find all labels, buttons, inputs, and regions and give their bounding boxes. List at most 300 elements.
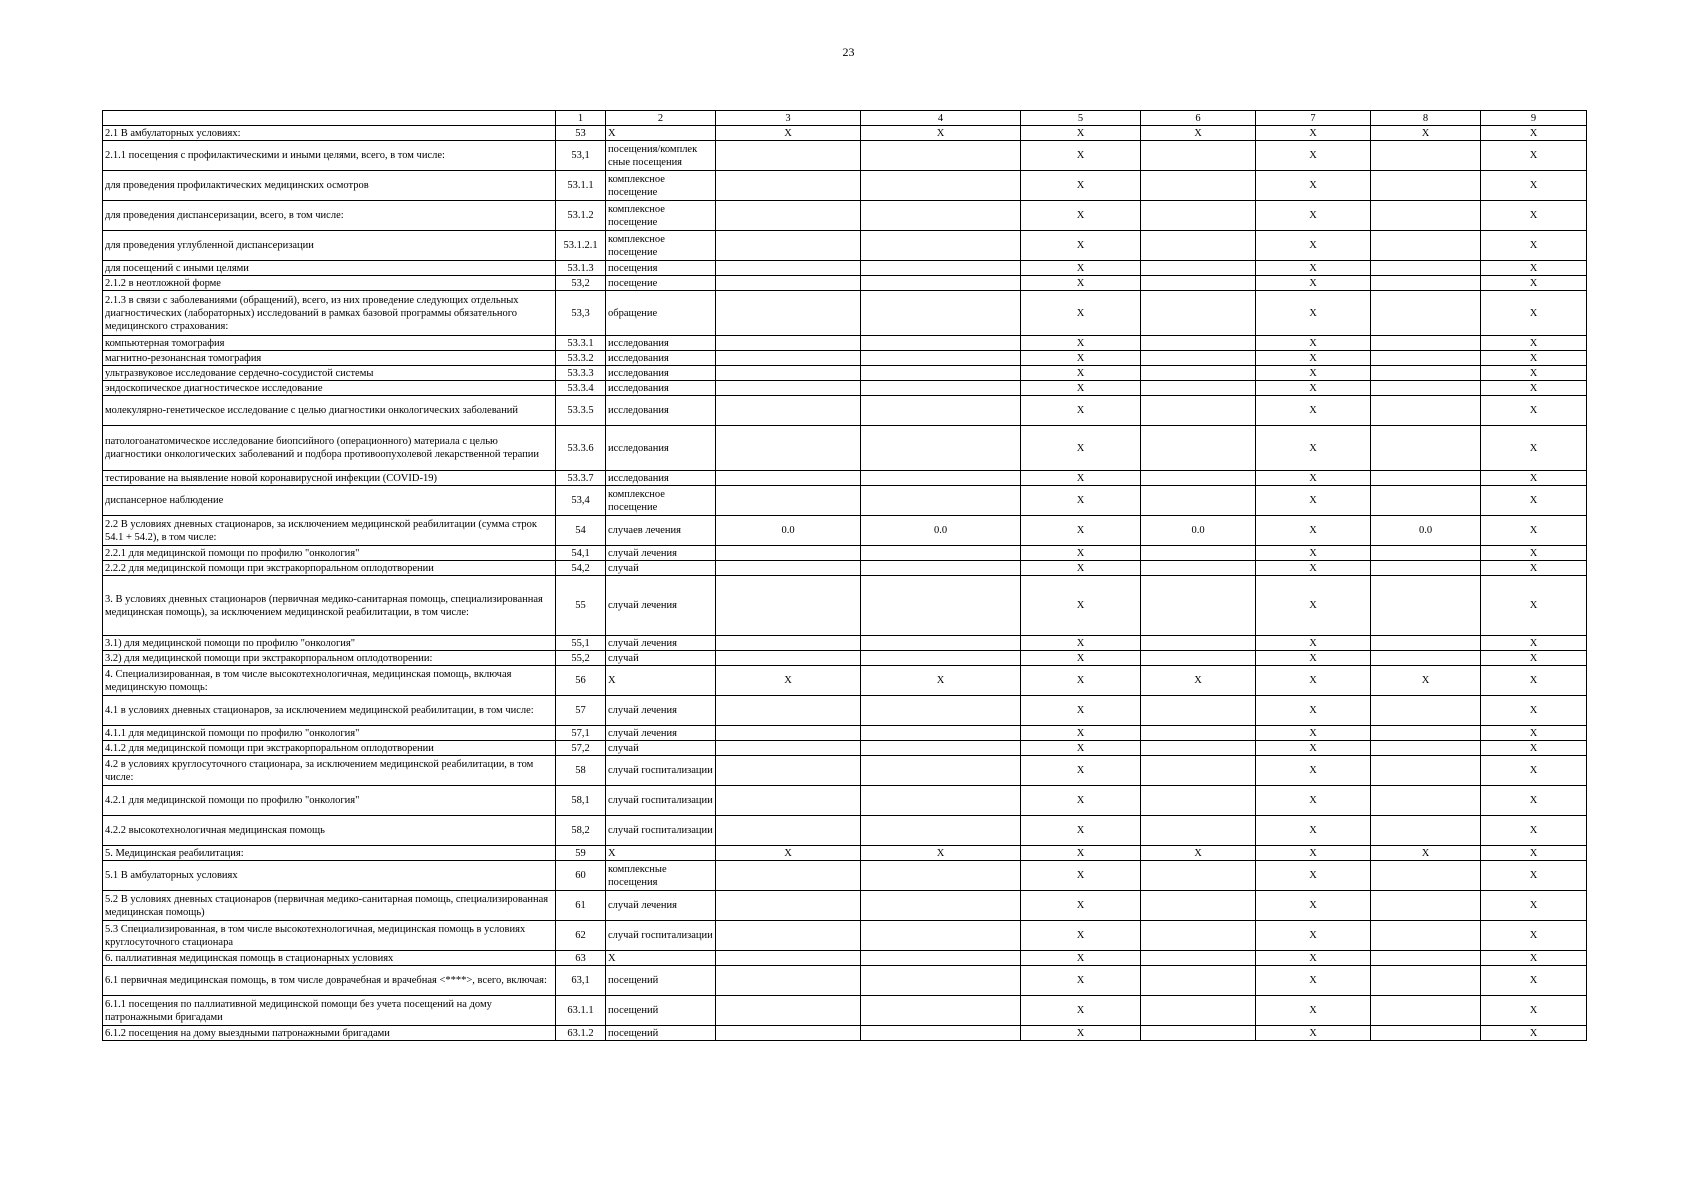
cell-row-number: 63.1.2 [556,1026,606,1041]
column-number-9: 9 [1481,111,1587,126]
cell-col-8 [1371,741,1481,756]
cell-col-4 [861,951,1021,966]
cell-unit: исследования [606,381,716,396]
cell-col-6 [1141,786,1256,816]
cell-col-6: X [1141,846,1256,861]
cell-col-5: X [1021,366,1141,381]
cell-col-4 [861,381,1021,396]
data-table [102,110,1587,1041]
cell-col-7: X [1256,816,1371,846]
cell-col-9: X [1481,381,1587,396]
cell-col-7: X [1256,366,1371,381]
cell-row-number: 57,2 [556,741,606,756]
cell-row-label: для посещений с иными целями [103,261,556,276]
cell-unit: случаев лечения [606,516,716,546]
cell-row-number: 54,2 [556,561,606,576]
cell-col-8 [1371,231,1481,261]
cell-col-8 [1371,486,1481,516]
cell-col-5: X [1021,1026,1141,1041]
cell-col-8 [1371,426,1481,471]
cell-col-4 [861,786,1021,816]
cell-col-7: X [1256,201,1371,231]
cell-col-7: X [1256,261,1371,276]
cell-col-4 [861,426,1021,471]
cell-row-label: тестирование на выявление новой коронавирусной инфекции (COVID-19) [103,471,556,486]
cell-row-number: 63,1 [556,966,606,996]
cell-col-4 [861,921,1021,951]
cell-unit: исследования [606,351,716,366]
cell-col-7: X [1256,891,1371,921]
cell-row-label: 2.2.1 для медицинской помощи по профилю "онкология" [103,546,556,561]
cell-col-4 [861,996,1021,1026]
cell-col-4 [861,861,1021,891]
header-row [103,111,1587,126]
cell-col-5: X [1021,966,1141,996]
cell-col-6 [1141,396,1256,426]
table-row [103,576,1587,636]
cell-unit: посещения [606,261,716,276]
table-row [103,351,1587,366]
cell-col-5: X [1021,396,1141,426]
column-number-7: 7 [1256,111,1371,126]
cell-col-6 [1141,756,1256,786]
cell-col-6 [1141,261,1256,276]
cell-col-4 [861,966,1021,996]
cell-unit: посещение [606,276,716,291]
cell-col-3 [716,651,861,666]
cell-col-5: X [1021,696,1141,726]
cell-col-8 [1371,951,1481,966]
cell-row-number: 59 [556,846,606,861]
table-row [103,666,1587,696]
cell-unit: комплексное посещение [606,171,716,201]
cell-col-8 [1371,366,1481,381]
cell-col-8: 0.0 [1371,516,1481,546]
cell-unit: случай госпитализации [606,921,716,951]
cell-col-9: X [1481,261,1587,276]
cell-col-5: X [1021,291,1141,336]
cell-col-6 [1141,891,1256,921]
cell-col-7: X [1256,921,1371,951]
cell-col-7: X [1256,636,1371,651]
table-row [103,486,1587,516]
cell-col-7: X [1256,381,1371,396]
cell-col-4 [861,291,1021,336]
cell-unit: X [606,951,716,966]
cell-col-6 [1141,696,1256,726]
cell-col-3 [716,561,861,576]
cell-col-3 [716,951,861,966]
cell-col-7: X [1256,786,1371,816]
table-row [103,726,1587,741]
table-row [103,891,1587,921]
cell-col-8 [1371,996,1481,1026]
cell-col-5: X [1021,561,1141,576]
cell-row-number: 53,4 [556,486,606,516]
cell-row-label: 2.1.1 посещения с профилактическими и иными целями, всего, в том числе: [103,141,556,171]
cell-row-label: 4. Специализированная, в том числе высокотехнологичная, медицинская помощь, включая медицинскую помощь: [103,666,556,696]
table-row [103,366,1587,381]
cell-unit: случай [606,651,716,666]
cell-col-4 [861,576,1021,636]
cell-col-3 [716,471,861,486]
cell-col-5: X [1021,666,1141,696]
table-row [103,141,1587,171]
cell-col-6: 0.0 [1141,516,1256,546]
column-number-2: 2 [606,111,716,126]
cell-col-5: X [1021,546,1141,561]
cell-row-label: 6. паллиативная медицинская помощь в стационарных условиях [103,951,556,966]
cell-col-6 [1141,636,1256,651]
cell-col-5: X [1021,816,1141,846]
cell-col-5: X [1021,921,1141,951]
cell-row-number: 53.3.6 [556,426,606,471]
table-row [103,696,1587,726]
cell-col-5: X [1021,351,1141,366]
cell-unit: случай лечения [606,546,716,561]
cell-col-7: X [1256,351,1371,366]
cell-unit: комплексное посещение [606,231,716,261]
cell-col-7: X [1256,846,1371,861]
cell-row-number: 53,3 [556,291,606,336]
cell-col-3 [716,966,861,996]
cell-col-5: X [1021,471,1141,486]
cell-row-label: 3.2) для медицинской помощи при экстракорпоральном оплодотворении: [103,651,556,666]
cell-col-3 [716,351,861,366]
cell-col-3 [716,171,861,201]
cell-col-9: X [1481,276,1587,291]
cell-unit: случай [606,561,716,576]
cell-col-6 [1141,486,1256,516]
cell-col-9: X [1481,786,1587,816]
column-number-4: 4 [861,111,1021,126]
cell-col-4 [861,651,1021,666]
cell-row-number: 57 [556,696,606,726]
cell-col-4 [861,396,1021,426]
cell-col-4 [861,336,1021,351]
cell-row-number: 63.1.1 [556,996,606,1026]
cell-col-7: X [1256,126,1371,141]
cell-col-9: X [1481,921,1587,951]
cell-col-5: X [1021,846,1141,861]
cell-row-label: магнитно-резонансная томография [103,351,556,366]
cell-col-6 [1141,561,1256,576]
cell-row-label: 4.2.1 для медицинской помощи по профилю "онкология" [103,786,556,816]
cell-col-3 [716,741,861,756]
cell-col-5: X [1021,636,1141,651]
cell-unit: случай [606,741,716,756]
cell-row-label: молекулярно-генетическое исследование с целью диагностики онкологических заболеваний [103,396,556,426]
cell-col-4 [861,486,1021,516]
cell-col-9: X [1481,726,1587,741]
cell-col-8 [1371,921,1481,951]
cell-col-4 [861,561,1021,576]
cell-col-3 [716,201,861,231]
cell-col-7: X [1256,291,1371,336]
cell-col-6 [1141,336,1256,351]
column-number-6: 6 [1141,111,1256,126]
column-number-0 [103,111,556,126]
cell-col-7: X [1256,696,1371,726]
cell-col-9: X [1481,486,1587,516]
cell-col-6 [1141,171,1256,201]
cell-unit: случай госпитализации [606,756,716,786]
cell-row-number: 53,1 [556,141,606,171]
cell-col-7: X [1256,756,1371,786]
cell-unit: посещений [606,966,716,996]
cell-col-6 [1141,426,1256,471]
cell-col-3: X [716,846,861,861]
cell-col-8 [1371,396,1481,426]
cell-row-number: 53 [556,126,606,141]
page-number: 23 [842,45,855,59]
cell-col-8 [1371,261,1481,276]
cell-col-3 [716,756,861,786]
cell-col-9: X [1481,666,1587,696]
cell-col-9: X [1481,891,1587,921]
cell-col-4: 0.0 [861,516,1021,546]
cell-col-4 [861,201,1021,231]
cell-col-9: X [1481,651,1587,666]
cell-col-7: X [1256,1026,1371,1041]
cell-row-number: 58,2 [556,816,606,846]
cell-col-7: X [1256,966,1371,996]
cell-row-number: 55,1 [556,636,606,651]
cell-col-7: X [1256,996,1371,1026]
cell-col-8 [1371,651,1481,666]
cell-col-3 [716,576,861,636]
cell-col-9: X [1481,696,1587,726]
cell-col-6 [1141,366,1256,381]
cell-col-8 [1371,201,1481,231]
cell-col-9: X [1481,471,1587,486]
cell-col-6: X [1141,666,1256,696]
cell-col-9: X [1481,366,1587,381]
cell-col-6: X [1141,126,1256,141]
cell-row-number: 53.1.1 [556,171,606,201]
cell-col-6 [1141,996,1256,1026]
cell-col-6 [1141,276,1256,291]
cell-col-3 [716,696,861,726]
table-row [103,171,1587,201]
cell-col-6 [1141,231,1256,261]
cell-row-label: 2.1.2 в неотложной форме [103,276,556,291]
cell-col-9: X [1481,756,1587,786]
cell-row-label: 4.2 в условиях круглосуточного стационара, за исключением медицинской реабилитации, в том числе: [103,756,556,786]
cell-row-number: 58,1 [556,786,606,816]
cell-unit: посещения/комплек сные посещения [606,141,716,171]
cell-unit: комплексное посещение [606,486,716,516]
cell-col-9: X [1481,846,1587,861]
cell-col-5: X [1021,126,1141,141]
cell-col-3 [716,546,861,561]
cell-unit: комплексное посещение [606,201,716,231]
cell-row-label: диспансерное наблюдение [103,486,556,516]
cell-col-7: X [1256,396,1371,426]
table-row [103,636,1587,651]
table-row [103,741,1587,756]
cell-col-7: X [1256,861,1371,891]
cell-row-label: 6.1.2 посещения на дому выездными патронажными бригадами [103,1026,556,1041]
cell-col-3 [716,396,861,426]
table-row [103,291,1587,336]
cell-col-5: X [1021,231,1141,261]
cell-col-8 [1371,891,1481,921]
table-row [103,471,1587,486]
cell-col-7: X [1256,171,1371,201]
cell-col-7: X [1256,576,1371,636]
cell-col-6 [1141,816,1256,846]
cell-col-7: X [1256,336,1371,351]
cell-row-label: 5.3 Специализированная, в том числе высокотехнологичная, медицинская помощь в условиях круглосуточного стационара [103,921,556,951]
cell-col-3 [716,786,861,816]
table-row [103,996,1587,1026]
cell-row-label: 2.2 В условиях дневных стационаров, за исключением медицинской реабилитации (сумма строк 54.1 + 54.2), в том числе: [103,516,556,546]
cell-row-number: 55 [556,576,606,636]
cell-unit: исследования [606,366,716,381]
cell-col-8 [1371,351,1481,366]
cell-col-6 [1141,471,1256,486]
cell-row-number: 53.3.1 [556,336,606,351]
cell-col-9: X [1481,546,1587,561]
cell-row-label: компьютерная томография [103,336,556,351]
cell-col-7: X [1256,231,1371,261]
cell-col-4: X [861,846,1021,861]
cell-row-number: 53.3.7 [556,471,606,486]
cell-row-label: ультразвуковое исследование сердечно-сосудистой системы [103,366,556,381]
cell-col-9: X [1481,171,1587,201]
cell-col-3 [716,336,861,351]
cell-row-label: для проведения профилактических медицинских осмотров [103,171,556,201]
cell-col-4 [861,636,1021,651]
cell-col-9: X [1481,396,1587,426]
cell-col-3 [716,141,861,171]
cell-col-8 [1371,546,1481,561]
cell-col-7: X [1256,666,1371,696]
cell-row-number: 53.3.3 [556,366,606,381]
cell-col-6 [1141,951,1256,966]
cell-col-3 [716,276,861,291]
cell-col-7: X [1256,141,1371,171]
cell-col-7: X [1256,651,1371,666]
cell-unit: исследования [606,426,716,471]
table-row [103,1026,1587,1041]
cell-col-3 [716,291,861,336]
cell-col-4 [861,261,1021,276]
table-row [103,201,1587,231]
cell-row-label: 2.1 В амбулаторных условиях: [103,126,556,141]
cell-unit: случай госпитализации [606,786,716,816]
cell-row-number: 63 [556,951,606,966]
cell-unit: X [606,126,716,141]
cell-row-label: 5.2 В условиях дневных стационаров (первичная медико-санитарная помощь, специализированная медицинская помощь) [103,891,556,921]
cell-col-8: X [1371,126,1481,141]
cell-col-7: X [1256,276,1371,291]
table-row [103,921,1587,951]
cell-col-3 [716,261,861,276]
cell-col-4 [861,741,1021,756]
cell-col-8 [1371,141,1481,171]
cell-row-label: 3. В условиях дневных стационаров (первичная медико-санитарная помощь, специализированная медицинская помощь), за исключением медицинской реабилитации, в том числе: [103,576,556,636]
cell-col-9: X [1481,741,1587,756]
cell-col-4 [861,276,1021,291]
cell-col-7: X [1256,516,1371,546]
cell-col-6 [1141,201,1256,231]
cell-row-label: 2.1.3 в связи с заболеваниями (обращений), всего, из них проведение следующих отдельных диагностических (лабораторных) исследований в рамках базовой программы обязательного медицинского страхования: [103,291,556,336]
cell-col-3 [716,861,861,891]
table-row [103,846,1587,861]
cell-col-4 [861,141,1021,171]
cell-col-8 [1371,966,1481,996]
cell-row-number: 53.3.4 [556,381,606,396]
cell-row-number: 55,2 [556,651,606,666]
cell-col-9: X [1481,951,1587,966]
cell-col-9: X [1481,351,1587,366]
cell-col-5: X [1021,951,1141,966]
cell-col-7: X [1256,726,1371,741]
cell-col-9: X [1481,141,1587,171]
cell-row-number: 53.1.2 [556,201,606,231]
column-number-1: 1 [556,111,606,126]
cell-unit: обращение [606,291,716,336]
cell-col-3 [716,426,861,471]
cell-row-label: для проведения диспансеризации, всего, в том числе: [103,201,556,231]
cell-col-3 [716,1026,861,1041]
cell-col-9: X [1481,426,1587,471]
cell-row-label: для проведения углубленной диспансеризации [103,231,556,261]
cell-col-8 [1371,786,1481,816]
cell-col-8 [1371,276,1481,291]
cell-col-5: X [1021,486,1141,516]
cell-row-number: 56 [556,666,606,696]
cell-col-9: X [1481,336,1587,351]
cell-row-number: 58 [556,756,606,786]
table-row [103,381,1587,396]
cell-row-label: 2.2.2 для медицинской помощи при экстракорпоральном оплодотворении [103,561,556,576]
table-row [103,786,1587,816]
cell-col-4: X [861,126,1021,141]
cell-col-5: X [1021,756,1141,786]
cell-col-5: X [1021,891,1141,921]
cell-unit: исследования [606,336,716,351]
cell-col-6 [1141,966,1256,996]
cell-col-3 [716,636,861,651]
cell-col-9: X [1481,1026,1587,1041]
cell-unit: исследования [606,471,716,486]
cell-col-8 [1371,576,1481,636]
cell-col-8 [1371,726,1481,741]
cell-row-label: патологоанатомическое исследование биопсийного (операционного) материала с целью диагностики онкологических заболеваний и подбора противоопухолевой лекарственной терапии [103,426,556,471]
cell-row-label: эндоскопическое диагностическое исследование [103,381,556,396]
cell-col-5: X [1021,516,1141,546]
cell-col-5: X [1021,576,1141,636]
table-row [103,396,1587,426]
cell-row-label: 4.1.1 для медицинской помощи по профилю "онкология" [103,726,556,741]
cell-col-3 [716,366,861,381]
cell-col-6 [1141,546,1256,561]
cell-row-label: 4.1 в условиях дневных стационаров, за исключением медицинской реабилитации, в том числе: [103,696,556,726]
cell-col-8 [1371,291,1481,336]
cell-col-5: X [1021,861,1141,891]
cell-col-6 [1141,351,1256,366]
cell-row-label: 3.1) для медицинской помощи по профилю "онкология" [103,636,556,651]
cell-row-number: 61 [556,891,606,921]
cell-col-6 [1141,291,1256,336]
cell-row-number: 57,1 [556,726,606,741]
cell-col-4 [861,726,1021,741]
cell-col-5: X [1021,741,1141,756]
cell-col-5: X [1021,726,1141,741]
